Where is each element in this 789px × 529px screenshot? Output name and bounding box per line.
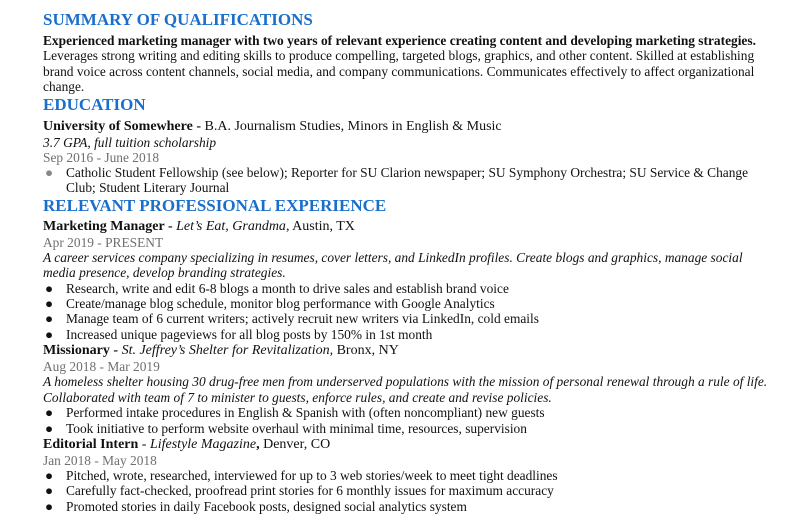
list-item (43, 468, 778, 483)
bullet-icon: ● (45, 280, 54, 296)
list-item (43, 483, 778, 498)
resume-page (43, 10, 778, 514)
job-entry (43, 218, 778, 342)
job-title: Marketing Manager (43, 218, 165, 234)
education-heading: EDUCATION (43, 94, 146, 114)
job-location: Bronx, NY (333, 343, 399, 359)
job-title-line (43, 218, 778, 235)
education-title-line (43, 118, 778, 135)
list-item-text: Promoted stories in daily Facebook posts, designed social analytics system (66, 498, 467, 514)
company-name: Lifestyle Magazine (149, 436, 257, 452)
job-dates: Apr 2019 - PRESENT (43, 234, 164, 250)
list-item-text: Pitched, wrote, researched, interviewed for up to 3 web stories/week to meet tight deadlines (66, 467, 558, 483)
job-title: Editorial Intern (43, 436, 139, 452)
job-bullets (43, 405, 778, 436)
list-item-text: Manage team of 6 current writers; actively recruit new writers via LinkedIn, cold emails (66, 311, 539, 327)
bullet-icon: ● (45, 498, 54, 514)
company-suffix: , (256, 436, 260, 452)
job-bullets (43, 468, 778, 514)
separator: - (192, 118, 205, 134)
summary-body: Leverages strong writing and editing skills to produce compelling, targeted blogs, graphics, and other content. Skilled at establishing brand voice across content channels, social media, and company communications. Communicates effectively to affect organizational change. (43, 48, 755, 95)
job-title-line (43, 436, 778, 453)
list-item (43, 281, 778, 296)
summary-section (43, 10, 778, 95)
list-item (43, 327, 778, 342)
job-title: Missionary (43, 343, 110, 359)
school-name: University of Somewhere (43, 118, 193, 134)
job-entry (43, 342, 778, 436)
list-item (43, 499, 778, 514)
list-item-text: Took initiative to perform website overhaul with minimal time, resources, supervision (66, 420, 527, 436)
education-dates: Sep 2016 - June 2018 (43, 150, 160, 166)
bullet-icon: ● (45, 420, 54, 436)
bullet-icon: ● (45, 311, 54, 327)
job-dates: Jan 2018 - May 2018 (43, 452, 157, 468)
list-item-text: Carefully fact-checked, proofread print stories for 6 monthly issues for maximum accuracy (66, 483, 554, 499)
job-dates: Aug 2018 - Mar 2019 (43, 359, 160, 375)
list-item-text: Increased unique pageviews for all blog posts by 150% in 1st month (66, 326, 433, 342)
bullet-icon: ● (45, 165, 54, 181)
education-honors: 3.7 GPA, full tuition scholarship (43, 134, 217, 150)
job-title-line (43, 342, 778, 359)
job-location: Denver, CO (259, 436, 331, 452)
list-item (43, 421, 778, 436)
experience-section (43, 196, 778, 514)
job-bullets (43, 281, 778, 343)
job-entry (43, 436, 778, 514)
company-name: St. Jeffrey’s Shelter for Revitalization, (121, 343, 334, 359)
experience-heading: RELEVANT PROFESSIONAL EXPERIENCE (43, 195, 387, 215)
degree: B.A. Journalism Studies, Minors in English & Music (204, 118, 502, 134)
summary-heading: SUMMARY OF QUALIFICATIONS (43, 10, 313, 29)
education-activities (43, 165, 778, 196)
list-item-text: Create/manage blog schedule, monitor blog performance with Google Analytics (66, 296, 495, 312)
list-item (43, 405, 778, 420)
company-name: Let’s Eat, Grandma (176, 218, 286, 234)
list-item-text: Performed intake procedures in English & Spanish with (often noncompliant) new guests (66, 405, 545, 421)
summary-lead: Experienced marketing manager with two years of relevant experience creating content and developing marketing strategies. (43, 33, 756, 48)
list-item (43, 311, 778, 326)
bullet-icon: ● (45, 326, 54, 342)
bullet-icon: ● (45, 405, 54, 421)
separator: - (164, 218, 177, 234)
bullet-icon: ● (45, 296, 54, 312)
job-description: A homeless shelter housing 30 drug-free men from underserved populations with the mission of personal renewal through a rule of life. Collaborated with team of 7 to minister to guests, enforce rules, and create and revise policies. (43, 374, 768, 405)
list-item (43, 165, 778, 196)
list-item-text: Research, write and edit 6-8 blogs a month to drive sales and establish brand voice (66, 280, 509, 296)
job-description: A career services company specializing in resumes, cover letters, and LinkedIn profiles. Create blogs and graphics, manage social media presence, develop branding strategies. (43, 249, 743, 281)
job-location: , Austin, TX (285, 218, 355, 234)
separator: - (138, 436, 150, 452)
list-item (43, 296, 778, 311)
education-section (43, 95, 778, 196)
summary-paragraph (43, 33, 778, 95)
separator: - (109, 343, 122, 359)
bullet-icon: ● (45, 483, 54, 499)
bullet-icon: ● (45, 467, 54, 483)
list-item-text: Catholic Student Fellowship (see below); Reporter for SU Clarion newspaper; SU Symphony Orchestra; SU Service & Change Club; Student Literary Journal (66, 165, 749, 196)
